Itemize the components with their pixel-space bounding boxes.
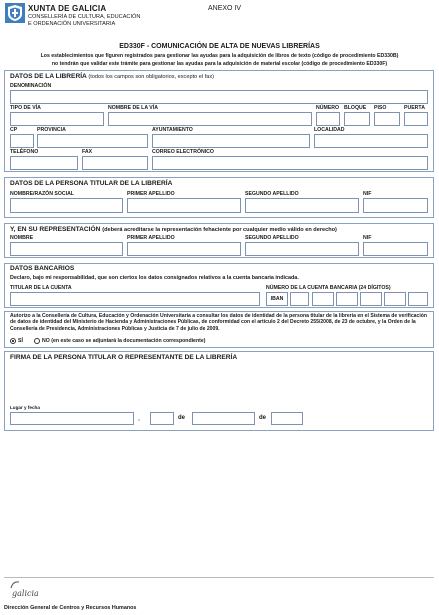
form-title: ED330F - COMUNICACIÓN DE ALTA DE NUEVAS LIBRERÍAS [119, 43, 320, 50]
numero-cuenta-label: NÚMERO DE LA CUENTA BANCARIA (24 DÍGITOS) [266, 285, 391, 291]
bancarios-title: DATOS BANCARIOS [10, 265, 75, 272]
fax-field[interactable] [82, 156, 148, 170]
no-radio[interactable] [34, 338, 40, 344]
lugar-fecha-label: Lugar y fecha [10, 405, 40, 410]
iban-field-6[interactable] [408, 292, 428, 306]
si-label: SÍ [18, 338, 23, 344]
iban-field-4[interactable] [360, 292, 382, 306]
localidad-label: LOCALIDAD [314, 127, 345, 133]
numero-field[interactable] [316, 112, 340, 126]
iban-field-1[interactable] [290, 292, 309, 306]
annex-label: ANEXO IV [208, 5, 242, 12]
comma-separator: , [138, 415, 140, 422]
intro-line-2: no tendrán que validar este trámite para gestionar las ayudas para la adquisición de material escolar (código de procedimiento ED330F) [51, 61, 388, 67]
rep-segundo-apellido-field[interactable] [245, 242, 359, 256]
footer-direccion: Dirección General de Centros y Recursos Humanos [4, 605, 137, 611]
representacion-title [10, 227, 337, 234]
rep-nombre-field[interactable] [10, 242, 123, 256]
ayuntamiento-label: AYUNTAMIENTO [152, 127, 193, 133]
titular-nif-label: NIF [363, 191, 372, 197]
footer-rule [4, 577, 434, 578]
dept-line-2: E ORDENACIÓN UNIVERSITARIA [28, 21, 116, 27]
tipo-via-field[interactable] [10, 112, 104, 126]
rep-primer-apellido-label: PRIMER APELLIDO [127, 235, 175, 241]
no-label: NO (en este caso se adjuntará la documentación correspondiente) [42, 338, 206, 344]
rep-nif-label: NIF [363, 235, 372, 241]
iban-field-3[interactable] [336, 292, 358, 306]
piso-field[interactable] [374, 112, 400, 126]
firma-title: FIRMA DE LA PERSONA TITULAR O REPRESENTANTE DE LA LIBRERÍA [10, 354, 238, 361]
intro-line-1: Los establecimientos que figuren registrados para gestionar las ayudas para la adquisición de libros de texto (código de procedimiento ED330B) [40, 53, 399, 59]
titular-nombre-field[interactable] [10, 198, 123, 213]
bloque-label: BLOQUE [344, 105, 367, 111]
titular-title: DATOS DE LA PERSONA TITULAR DE LA LIBRERÍA [10, 180, 173, 187]
numero-label: NÚMERO [316, 105, 340, 111]
denominacion-field[interactable] [10, 90, 428, 104]
libreria-title [10, 74, 214, 81]
cp-label: CP [10, 127, 18, 133]
provincia-field[interactable] [37, 134, 148, 148]
rep-nif-field[interactable] [363, 242, 428, 256]
libreria-title-note: (todos los campos son obligatorios, excepto el fax) [88, 74, 215, 80]
denominacion-label: DENOMINACIÓN [10, 83, 52, 89]
titular-cuenta-field[interactable] [10, 292, 260, 306]
titular-primer-apellido-label: PRIMER APELLIDO [127, 191, 175, 197]
org-name: XUNTA DE GALICIA [28, 4, 107, 13]
rep-segundo-apellido-label: SEGUNDO APELLIDO [245, 235, 299, 241]
lugar-field[interactable] [10, 412, 134, 425]
representacion-title-note: (deberá acreditarse la representación fehaciente por cualquier medio válido en derecho) [102, 227, 337, 233]
tipo-via-label: TIPO DE VÍA [10, 105, 41, 111]
de-label-1: de [178, 415, 186, 421]
de-label-2: de [259, 415, 267, 421]
anio-field[interactable] [271, 412, 303, 425]
titular-cuenta-label: TITULAR DE LA CUENTA [10, 285, 72, 291]
xunta-crest-icon [5, 3, 25, 23]
galicia-logo-text: galicia [12, 589, 39, 598]
libreria-title-text: DATOS DE LA LIBRERÍA [10, 73, 87, 80]
xunta-logo [5, 3, 25, 23]
correo-field[interactable] [152, 156, 428, 170]
correo-label: CORREO ELECTRÓNICO [152, 149, 214, 155]
galicia-logo [12, 583, 39, 601]
dept-line-1: CONSELLERÍA DE CULTURA, EDUCACIÓN [28, 14, 141, 20]
cp-field[interactable] [10, 134, 34, 148]
bloque-field[interactable] [344, 112, 370, 126]
nombre-via-label: NOMBRE DE LA VÍA [108, 105, 158, 111]
si-radio[interactable] [10, 338, 16, 344]
telefono-label: TELÉFONO [10, 149, 39, 155]
titular-segundo-apellido-field[interactable] [245, 198, 359, 213]
rep-nombre-label: NOMBRE [10, 235, 34, 241]
titular-nombre-label: NOMBRE/RAZÓN SOCIAL [10, 191, 74, 197]
iban-field-2[interactable] [312, 292, 334, 306]
iban-label: IBAN [266, 292, 288, 306]
fax-label: FAX [82, 149, 93, 155]
provincia-label: PROVINCIA [37, 127, 66, 133]
mes-field[interactable] [192, 412, 255, 425]
localidad-field[interactable] [314, 134, 428, 148]
ayuntamiento-field[interactable] [152, 134, 310, 148]
titular-primer-apellido-field[interactable] [127, 198, 241, 213]
galicia-swoosh-icon [10, 580, 20, 590]
iban-field-5[interactable] [384, 292, 406, 306]
piso-label: PISO [374, 105, 387, 111]
nombre-via-field[interactable] [108, 112, 312, 126]
rep-primer-apellido-field[interactable] [127, 242, 241, 256]
puerta-label: PUERTA [404, 105, 425, 111]
bancarios-declaration: Declaro, bajo mi responsabilidad, que son ciertos los datos consignados relativos a la cuenta bancaria indicada. [10, 275, 299, 281]
titular-segundo-apellido-label: SEGUNDO APELLIDO [245, 191, 299, 197]
titular-nif-field[interactable] [363, 198, 428, 213]
dia-field[interactable] [150, 412, 174, 425]
autorizacion-text: Autorizo a la Consellería de Cultura, Educación y Ordenación Universitaria a consultar los datos de identidad de la persona titular de la librería en el Sistema de verificación de datos de identidad del Ministerio de Hacienda y Administraciones Públicas, de conformidad con el artículo 2 del Decreto 255/2008, de 23 de octubre, y la Orden de la Consellería de Presidencia, Administraciones Públicas y Justicia de 7 de julio de 2009. [10, 313, 427, 332]
telefono-field[interactable] [10, 156, 78, 170]
puerta-field[interactable] [404, 112, 428, 126]
representacion-title-text: Y, EN SU REPRESENTACIÓN [10, 226, 101, 233]
